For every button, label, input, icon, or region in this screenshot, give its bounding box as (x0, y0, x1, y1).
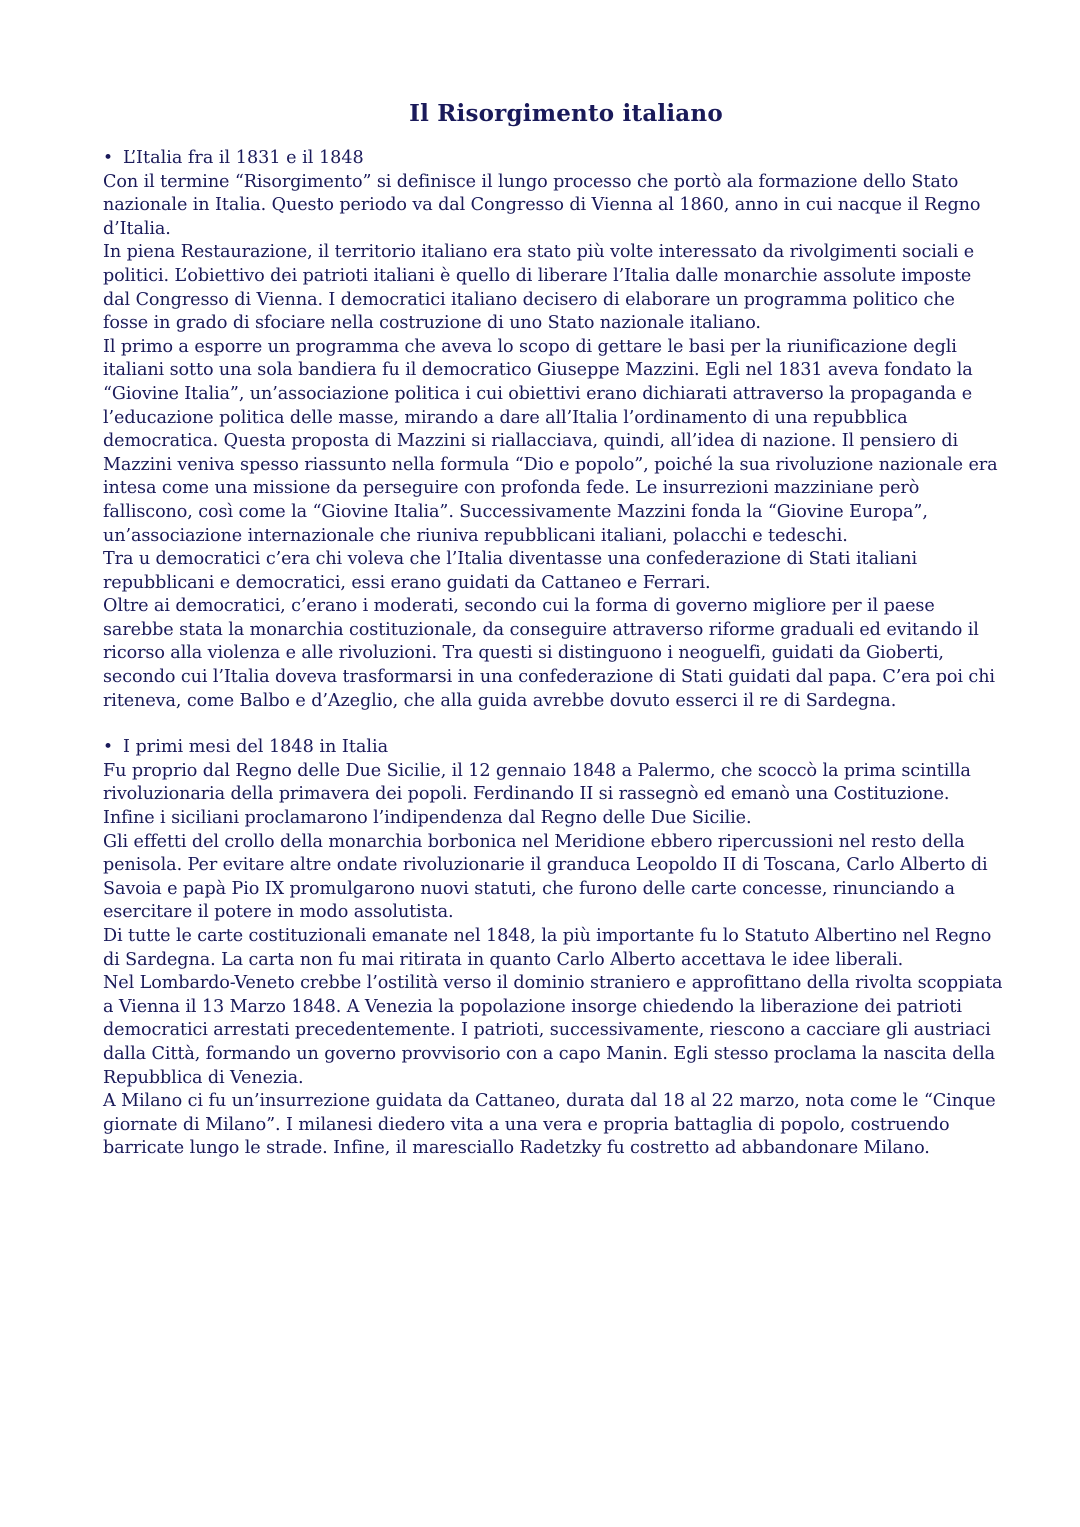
paragraph: Di tutte le carte costituzionali emanate nel 1848, la più importante fu lo Statuto Albertino nel Regno di Sardegna. La carta non fu mai ritirata in quanto Carlo Alberto accettava le idee liberali. (103, 926, 992, 970)
paragraph: Fu proprio dal Regno delle Due Sicilie, il 12 gennaio 1848 a Palermo, che scoccò la prima scintilla rivoluzionaria della primavera dei popoli. Ferdinando II si rassegnò ed emanò una Costituzione. Infine i siciliani proclamarono l’indipendenza dal Regno delle Due Sicilie. (103, 760, 971, 829)
paragraph: Oltre ai democratici, c’erano i moderati, secondo cui la forma di governo migliore per il paese sarebbe stata la monarchia costituzionale, da conseguire attraverso riforme graduali ed evitando il ricorso alla violenza e alle rivoluzioni. Tra questi si distinguono i neoguelfi, guidati da Gioberti, secondo cui l’Italia doveva trasformarsi in una confederazione di Stati guidati dal papa. C’era poi chi riteneva, come Balbo e d’Azeglio, che alla guida avrebbe dovuto esserci il re di Sardegna. (103, 596, 995, 711)
document-page (103, 100, 1003, 1161)
document-title: Il Risorgimento italiano (409, 100, 723, 127)
paragraph: Con il termine “Risorgimento” si definisce il lungo processo che portò ala formazione dello Stato nazionale in Italia. Questo periodo va dal Congresso di Vienna al 1860, anno in cui nacque il Regno d’Italia. (103, 171, 981, 239)
paragraph: Tra u democratici c’era chi voleva che l’Italia diventasse una confederazione di Stati italiani repubblicani e democratici, essi erano guidati da Cattaneo e Ferrari. (103, 549, 918, 593)
paragraph: In piena Restaurazione, il territorio italiano era stato più volte interessato da rivolgimenti sociali e politici. L’obiettivo dei patrioti italiani è quello di liberare l’Italia dalle monarchie assolute imposte dal Congresso di Vienna. I democratici italiano decisero di elaborare un programma politico che fosse in grado di sfociare nella costruzione di uno Stato nazionale italiano. (103, 242, 975, 334)
paragraph: Gli effetti del crollo della monarchia borbonica nel Meridione ebbero ripercussioni nel resto della penisola. Per evitare altre ondate rivoluzionarie il granduca Leopoldo II di Toscana, Carlo Alberto di Savoia e papà Pio IX promulgarono nuovi statuti, che furono delle carte concesse, rinunciando a esercitare il potere in modo assolutista. (103, 831, 988, 923)
paragraph: A Milano ci fu un’insurrezione guidata da Cattaneo, durata dal 18 al 22 marzo, nota come le “Cinque giornate di Milano”. I milanesi diedero vita a una vera e propria battaglia di popolo, costruendo barricate lungo le strade. Infine, il maresciallo Radetzky fu costretto ad abbandonare Milano. (103, 1091, 996, 1159)
paragraph: Nel Lombardo-Veneto crebbe l’ostilità verso il dominio straniero e approfittano della rivolta scoppiata a Vienna il 13 Marzo 1848. A Venezia la popolazione insorge chiedendo la liberazione dei patrioti democratici arrestati precedentemente. I patrioti, successivamente, riescono a cacciare gli austriaci dalla Città, formando un governo provvisorio con a capo Manin. Egli stesso proclama la nascita della Repubblica di Venezia. (103, 973, 1003, 1088)
bullet-icon: • (103, 737, 114, 758)
section-primi-mesi-1848 (103, 736, 1003, 1161)
section-heading (103, 736, 1003, 760)
section-heading (103, 147, 1003, 171)
section-heading-text: L’Italia fra il 1831 e il 1848 (123, 148, 364, 168)
section-heading-text: I primi mesi del 1848 in Italia (123, 737, 389, 758)
paragraph: Il primo a esporre un programma che aveva lo scopo di gettare le basi per la riunificazione degli italiani sotto una sola bandiera fu il democratico Giuseppe Mazzini. Egli nel 1831 aveva fondato la “Giovine Italia”, un’associazione politica i cui obiettivi erano dichiarati attraverso la propaganda e l’educazione politica delle masse, mirando a dare all’Italia l’ordinamento di una repubblica democratica. Questa proposta di Mazzini si riallacciava, quindi, all’idea di nazione. Il pensiero di Mazzini veniva spesso riassunto nella formula “Dio e popolo”, poiché la sua rivoluzione nazionale era intesa come una missione da perseguire con profonda fede. Le insurrezioni mazziniane però falliscono, così come la “Giovine Italia”. Successivamente Mazzini fonda la “Giovine Europa”, un’associazione internazionale che riuniva repubblicani italiani, polacchi e tedeschi. (103, 336, 998, 546)
section-italia-1831-1848 (103, 147, 1003, 713)
bullet-icon: • (103, 148, 114, 168)
